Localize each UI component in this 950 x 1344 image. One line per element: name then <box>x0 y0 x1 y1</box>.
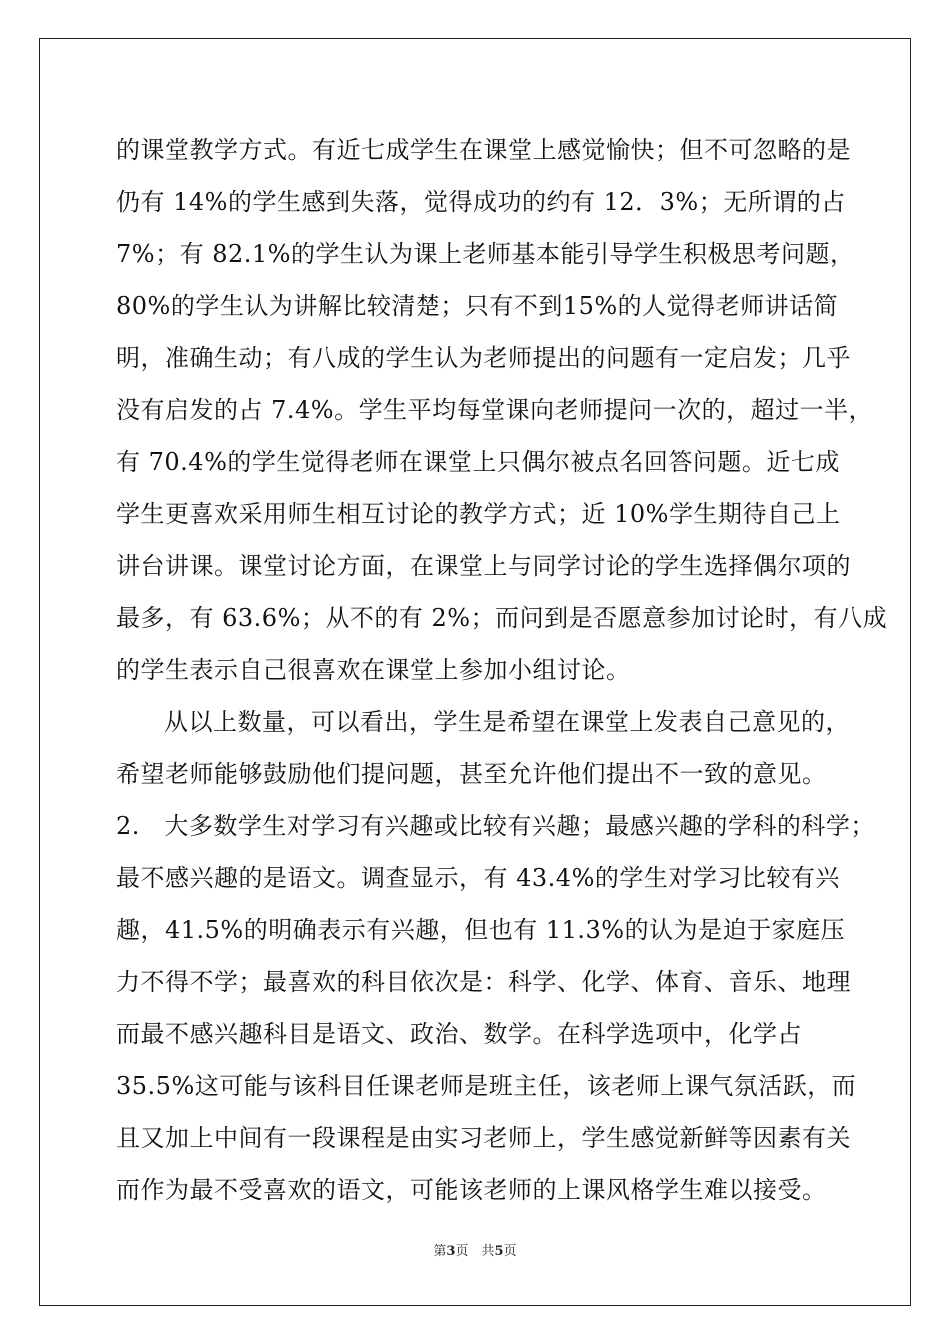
footer-page-suffix: 页 <box>455 1244 469 1259</box>
text-line: 没有启发的占 7.4%。学生平均每堂课向老师提问一次的，超过一半， <box>116 396 874 424</box>
text-line: 从以上数量，可以看出，学生是希望在课堂上发表自己意见的， <box>164 708 850 736</box>
footer-total-prefix: 共 <box>481 1244 495 1259</box>
footer-total-suffix: 页 <box>503 1244 517 1259</box>
text-line: 35.5%这可能与该科目任课老师是班主任，该老师上课气氛活跃，而 <box>116 1072 857 1100</box>
total-pages: 5 <box>494 1244 504 1259</box>
document-body <box>116 130 888 1222</box>
text-line: 最多，有 63.6%；从不的有 2%；而问到是否愿意参加讨论时，有八成 <box>116 604 888 632</box>
text-line: 且又加上中间有一段课程是由实习老师上，学生感觉新鲜等因素有关 <box>116 1124 851 1152</box>
text-line: 力不得不学；最喜欢的科目依次是：科学、化学、体育、音乐、地理 <box>116 968 851 996</box>
text-line: 7%；有 82.1%的学生认为课上老师基本能引导学生积极思考问题， <box>116 240 855 268</box>
text-line: 2. 大多数学生对学习有兴趣或比较有兴趣；最感兴趣的学科的科学； <box>116 812 875 840</box>
page-footer <box>0 1240 950 1259</box>
text-line: 明，准确生动；有八成的学生认为老师提出的问题有一定启发；几乎 <box>116 344 851 372</box>
text-line: 讲台讲课。课堂讨论方面，在课堂上与同学讨论的学生选择偶尔项的 <box>116 552 851 580</box>
text-line: 的课堂教学方式。有近七成学生在课堂上感觉愉快；但不可忽略的是 <box>116 136 851 164</box>
text-line: 而最不感兴趣科目是语文、政治、数学。在科学选项中，化学占 <box>116 1020 802 1048</box>
text-line: 希望老师能够鼓励他们提问题，甚至允许他们提出不一致的意见。 <box>116 760 827 788</box>
text-line: 最不感兴趣的是语文。调查显示，有 43.4%的学生对学习比较有兴 <box>116 864 840 892</box>
page-number: 3 <box>446 1244 456 1259</box>
text-line: 趣，41.5%的明确表示有兴趣，但也有 11.3%的认为是迫于家庭压 <box>116 916 846 944</box>
text-line: 有 70.4%的学生觉得老师在课堂上只偶尔被点名回答问题。近七成 <box>116 448 840 476</box>
text-line: 而作为最不受喜欢的语文，可能该老师的上课风格学生难以接受。 <box>116 1176 827 1204</box>
footer-prefix: 第 <box>433 1244 447 1259</box>
text-line: 80%的学生认为讲解比较清楚；只有不到15%的人觉得老师讲话简 <box>116 292 839 320</box>
text-line: 的学生表示自己很喜欢在课堂上参加小组讨论。 <box>116 656 631 684</box>
text-line: 仍有 14%的学生感到失落，觉得成功的约有 12．3%；无所谓的占 <box>116 188 846 216</box>
text-line: 学生更喜欢采用师生相互讨论的教学方式；近 10%学生期待自己上 <box>116 500 841 528</box>
